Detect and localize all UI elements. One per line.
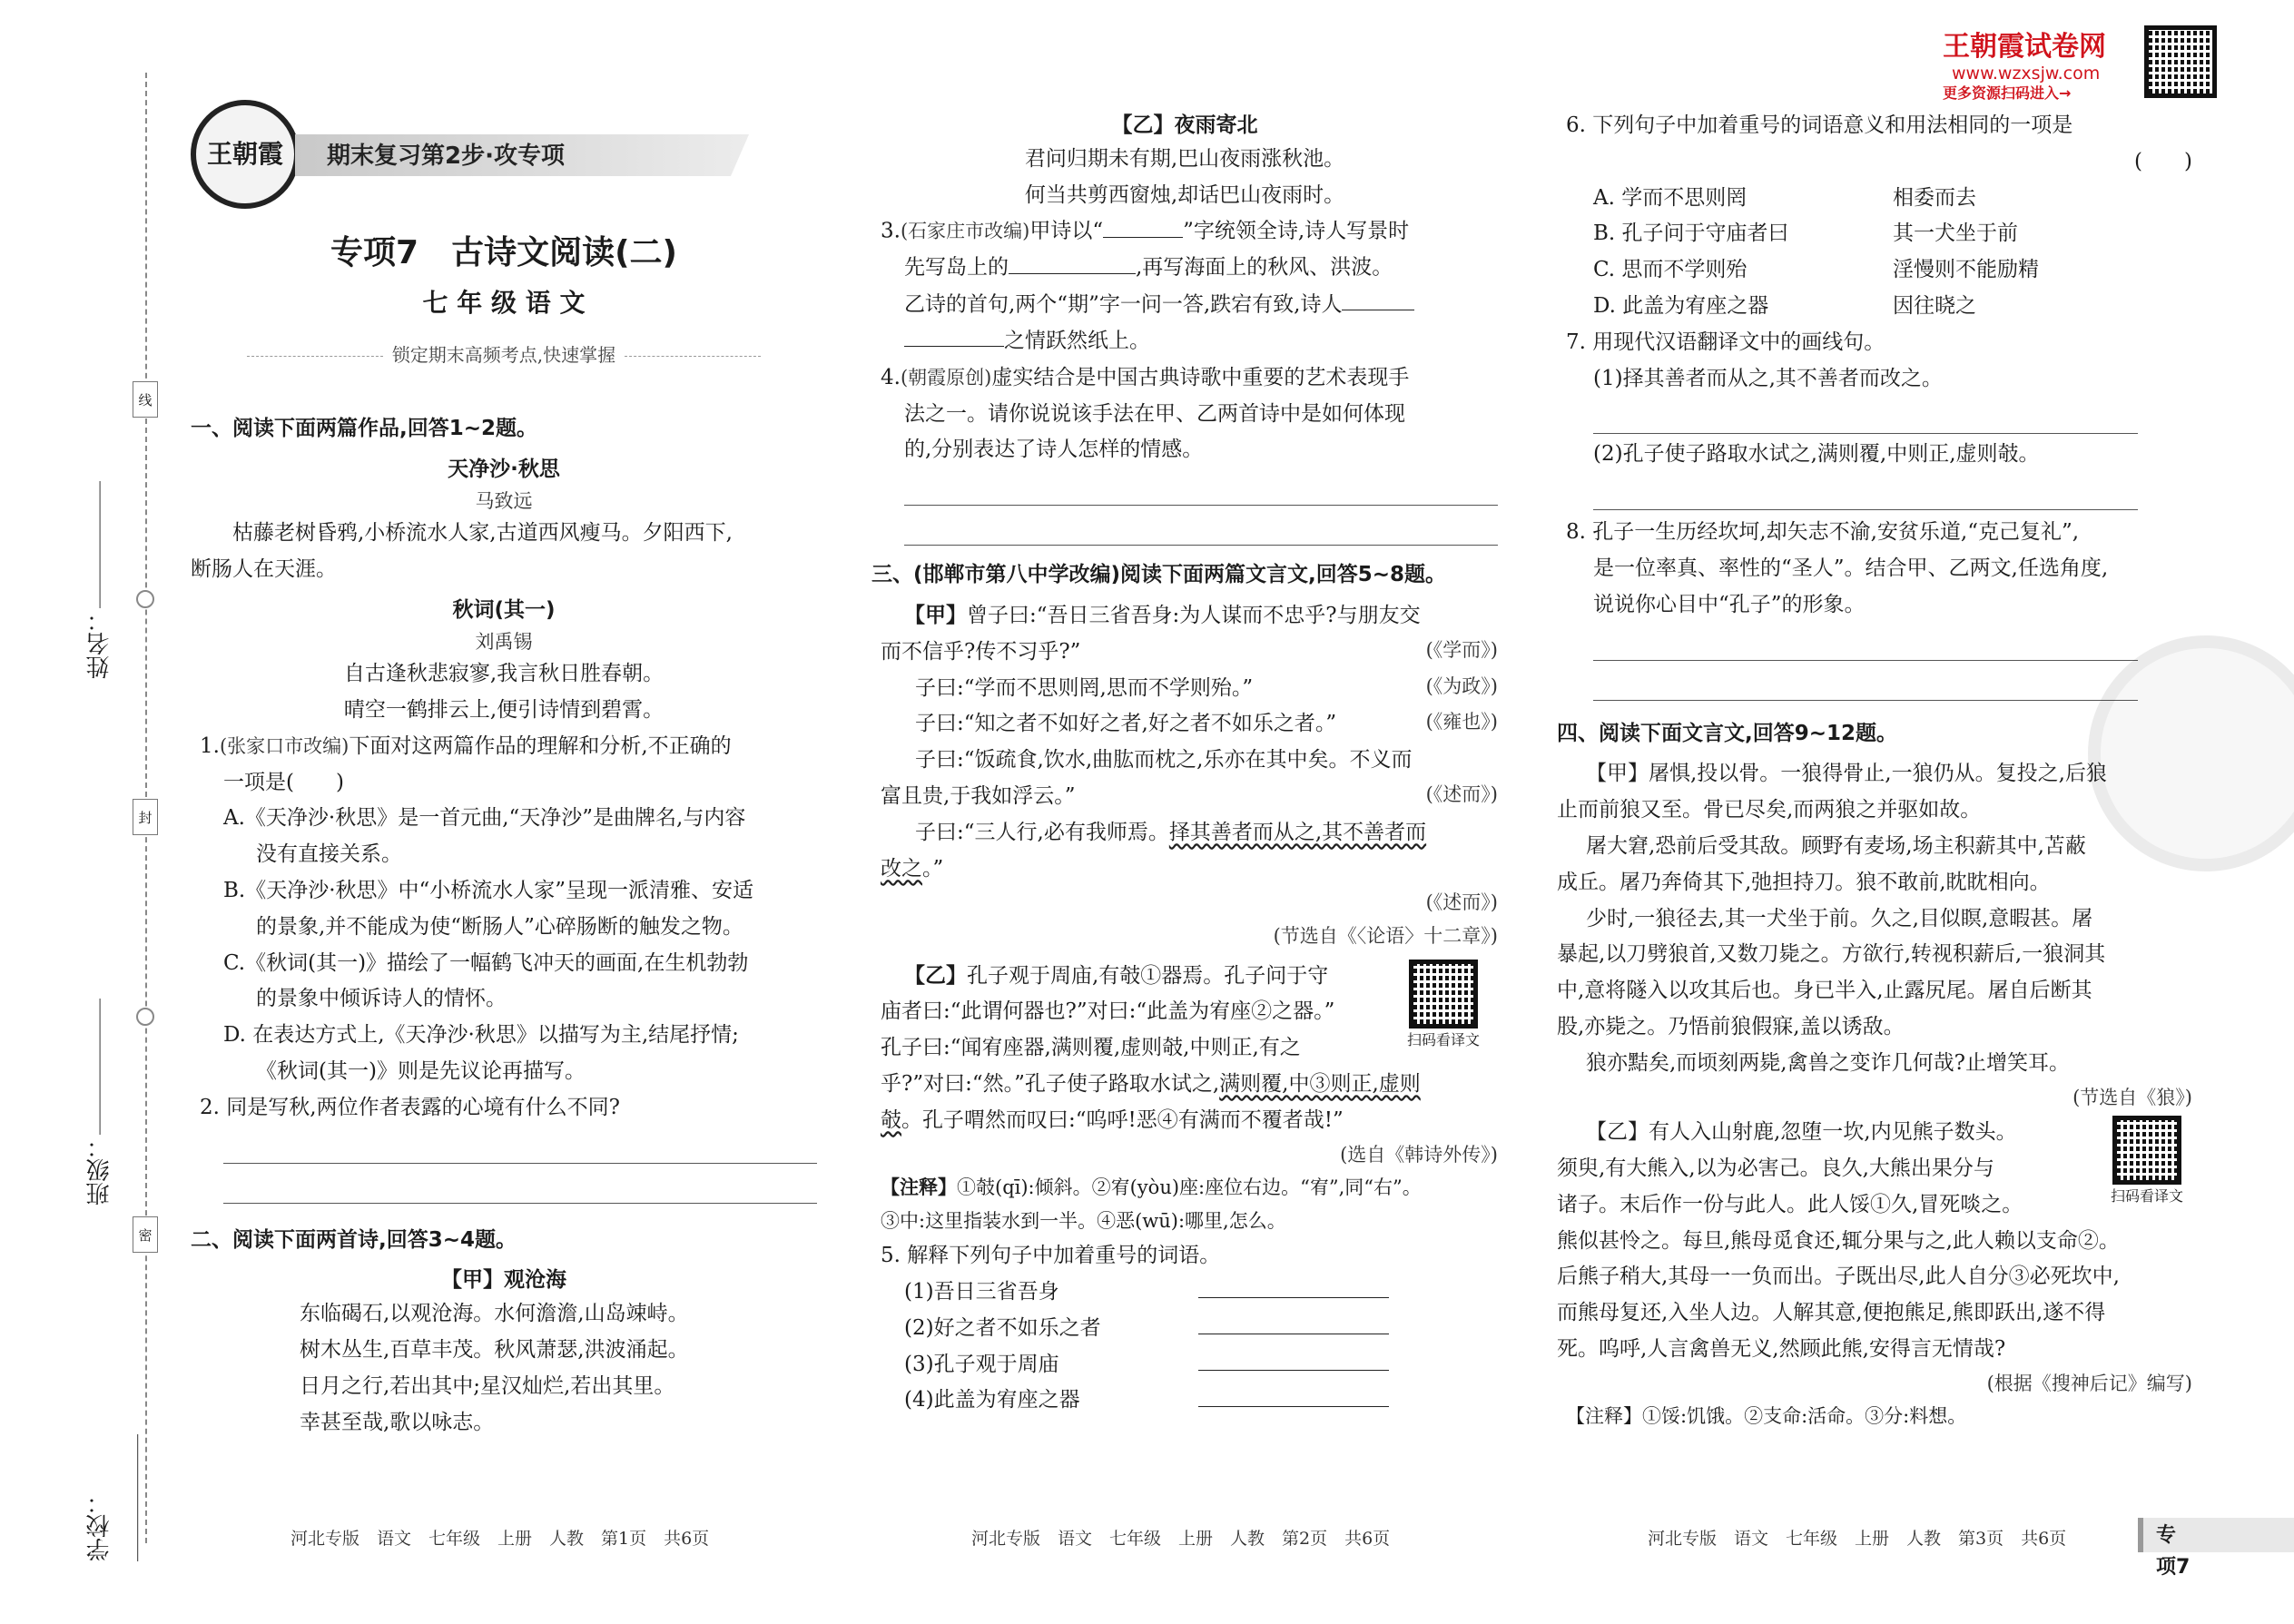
xiong-line5: 后熊子稍大,其母一一负而出。子既出尽,此人自分③必死坎中, bbox=[1557, 1265, 2120, 1289]
q1-option-c-2: 的景象中倾诉诗人的情怀。 bbox=[256, 987, 507, 1011]
lunyu-line1: 【甲】曾子曰:“吾日三省吾身:为人谋而不忠乎?与朋友交 bbox=[904, 603, 1421, 627]
q5-item3: (3)孔子观于周庙 bbox=[871, 1348, 1498, 1382]
q2-answer-line-1[interactable] bbox=[223, 1127, 817, 1164]
yeyu-title: 【乙】夜雨寄北 bbox=[1111, 113, 1258, 137]
footer-page-1: 河北专版 语文 七年级 上册 人教 第1页 共6页 bbox=[290, 1529, 710, 1549]
xiong-line1: 【乙】有人入山射鹿,忽堕一坎,内见熊子数头。 bbox=[1586, 1120, 2017, 1145]
lang-line4: 成丘。屠乃奔倚其下,弛担持刀。狼不敢前,眈眈相向。 bbox=[1557, 870, 2051, 894]
q5-item4: (4)此盖为宥座之器 bbox=[871, 1383, 1498, 1417]
yeyu-line1: 君问归期未有期,巴山夜雨涨秋池。 bbox=[1024, 146, 1345, 171]
q6-option-c[interactable]: C. 思而不学则殆 淫慢则不能励精 bbox=[1593, 258, 2039, 282]
binding-school-label: 学校： bbox=[82, 1434, 157, 1561]
q3-blank-2[interactable] bbox=[1009, 251, 1136, 273]
guanhai-line1: 东临碣石,以观沧海。水何澹澹,山岛竦峙。 bbox=[300, 1302, 689, 1326]
hanshi-line1: 【乙】孔子观于周庙,有攲①器焉。孔子问于守 bbox=[904, 963, 1329, 988]
q6-stem: 6. 下列句子中加着重号的词语意义和用法相同的一项是 bbox=[1566, 113, 2073, 137]
q1-option-d-2: 《秋词(其一)》则是先议论再描写。 bbox=[256, 1058, 586, 1083]
hanshi-line4: 乎?”对曰:“然。”孔子使子路取水试之,满则覆,中③则正,虚则 bbox=[881, 1071, 1421, 1096]
q4-line2: 法之一。请你说说该手法在甲、乙两首诗中是如何体现 bbox=[904, 401, 1405, 426]
lang-line3: 屠大窘,恐前后受其敌。顾野有麦场,场主积薪其中,苫蔽 bbox=[1586, 833, 2086, 858]
poem1-line1: 枯藤老树昏鸦,小桥流水人家,古道西风瘦马。夕阳西下, bbox=[232, 521, 733, 546]
part4-heading: 四、阅读下面文言文,回答9~12题。 bbox=[1557, 721, 1898, 745]
topic-tab-label: 专项7 bbox=[2156, 1524, 2191, 1580]
lang-line6: 暴起,以刀劈狼首,又数刀毙之。方欲行,转视积薪后,一狼洞其 bbox=[1557, 942, 2106, 967]
poem1-title: 天净沙·秋思 bbox=[448, 457, 560, 481]
hanshi-line5: 攲。孔子喟然而叹曰:“呜呼!恶④有满而不覆者哉!” bbox=[881, 1107, 1344, 1132]
q3-line1: 3.(石家庄市改编)甲诗以“ ”字统领全诗,诗人写景时 bbox=[871, 214, 1498, 248]
lunyu-line8: 改之。” bbox=[881, 856, 944, 881]
poem2-line1: 自古逢秋悲寂寥,我言秋日胜春朝。 bbox=[343, 662, 665, 686]
q5-blank-4[interactable] bbox=[1198, 1383, 1389, 1406]
q4-line3: 的,分别表达了诗人怎样的情感。 bbox=[904, 438, 1204, 462]
qr-label: 扫码看译文 bbox=[1406, 1030, 1480, 1048]
guanhai-line2: 树木丛生,百草丰茂。秋风萧瑟,洪波涌起。 bbox=[300, 1337, 689, 1362]
hanshi-line3: 孔子曰:“闻宥座器,满则覆,虚则攲,中则正,有之 bbox=[881, 1036, 1301, 1060]
lang-line2: 止而前狼又至。骨已尽矣,而两狼之并驱如故。 bbox=[1557, 798, 1982, 822]
part4-note: 【注释】①馁:饥饿。②支命:活命。③分:料想。 bbox=[1566, 1405, 1967, 1428]
qr-code-icon[interactable] bbox=[2112, 1116, 2181, 1185]
part3-note-1: 【注释】①攲(qī):倾斜。②宥(yòu)座:座位右边。“宥”,同“右”。 bbox=[881, 1176, 1422, 1199]
xiong-line4: 熊似甚怜之。每旦,熊母觅食还,辄分果与之,此人赖以支命②。 bbox=[1557, 1228, 2120, 1253]
q2-stem: 2. 同是写秋,两位作者表露的心境有什么不同? bbox=[200, 1095, 620, 1119]
poem1-author: 马致远 bbox=[475, 489, 533, 512]
poem2-title: 秋词(其一) bbox=[452, 597, 556, 622]
q8-answer-line-2[interactable] bbox=[1593, 664, 2138, 701]
guanhai-line4: 幸甚至哉,歌以咏志。 bbox=[300, 1410, 495, 1434]
qr-translation-1[interactable] bbox=[1398, 960, 1489, 1052]
xiong-line2: 须臾,有大熊入,以为必害己。良久,大熊出果分与 bbox=[1557, 1156, 1994, 1180]
qr-code-icon[interactable] bbox=[1409, 960, 1478, 1029]
q7-stem: 7. 用现代汉语翻译文中的画线句。 bbox=[1566, 330, 1885, 354]
footer-page-2: 河北专版 语文 七年级 上册 人教 第2页 共6页 bbox=[971, 1529, 1391, 1549]
part1-heading: 一、阅读下面两篇作品,回答1~2题。 bbox=[191, 417, 538, 440]
q6-paren[interactable]: ( ) bbox=[2134, 149, 2192, 173]
lang-line9: 狼亦黠矣,而顷刻两毙,禽兽之变诈几何哉?止增笑耳。 bbox=[1586, 1050, 2070, 1075]
binding-name-label: 姓名： bbox=[82, 481, 120, 679]
xiong-line7: 死。呜呼,人言禽兽无义,然顾此熊,安得言无情哉? bbox=[1557, 1336, 2006, 1361]
binding-circle-2 bbox=[136, 1008, 154, 1026]
column-1 bbox=[191, 0, 817, 1624]
q5-blank-3[interactable] bbox=[1198, 1348, 1389, 1371]
brand-name: 王朝霞试卷网 bbox=[1943, 31, 2106, 63]
lunyu-line7: 子曰:“三人行,必有我师焉。择其善者而从之,其不善者而 bbox=[915, 820, 1427, 844]
q7-item2: (2)孔子使子路取水试之,满则覆,中则正,虚则攲。 bbox=[1593, 442, 2040, 467]
q5-stem: 5. 解释下列句子中加着重号的词语。 bbox=[881, 1244, 1221, 1268]
poem1-line2: 断肠人在天涯。 bbox=[191, 556, 337, 581]
q1-stem-2: 一项是( ) bbox=[223, 770, 344, 794]
q5-item2: (2)好之者不如乐之者 bbox=[871, 1312, 1498, 1345]
lang-line1: 【甲】屠惧,投以骨。一狼得骨止,一狼仍从。复投之,后狼 bbox=[1586, 762, 2107, 786]
lang-line5: 少时,一狼径去,其一犬坐于前。久之,目似瞑,意暇甚。屠 bbox=[1586, 906, 2093, 930]
binding-circle-1 bbox=[136, 590, 154, 608]
hanshi-line2: 庙者曰:“此谓何器也?”对曰:“此盖为宥座②之器。” bbox=[881, 999, 1335, 1024]
q3-line4: 之情跃然纸上。 bbox=[871, 324, 1498, 358]
qr-translation-2[interactable] bbox=[2102, 1116, 2192, 1208]
q8-line3: 说说你心目中“孔子”的形象。 bbox=[1593, 592, 1866, 616]
q1-option-a[interactable]: A.《天净沙·秋思》是一首元曲,“天净沙”是曲牌名,与内容 bbox=[223, 806, 746, 831]
guanhai-line3: 日月之行,若出其中;星汉灿烂,若出其里。 bbox=[300, 1373, 675, 1398]
q6-option-d[interactable]: D. 此盖为宥座之器 因往晓之 bbox=[1593, 293, 1976, 318]
q7-item1: (1)择其善者而从之,其不善者而改之。 bbox=[1593, 366, 1943, 390]
q6-option-b[interactable]: B. 孔子问于守庙者曰 其一犬坐于前 bbox=[1593, 221, 2018, 246]
binding-mark-mi: 密 bbox=[133, 1216, 158, 1253]
q4-answer-line-1[interactable] bbox=[904, 469, 1498, 506]
q1-option-b-2: 的景象,并不能成为使“断肠人”心碎肠断的触发之物。 bbox=[256, 914, 743, 939]
q7-answer-line-2[interactable] bbox=[1593, 474, 2138, 510]
xiong-line6: 而熊母复还,入坐人边。人解其意,便抱熊足,熊即跃出,遂不得 bbox=[1557, 1301, 2106, 1325]
step-banner-text: 期末复习第2步·攻专项 bbox=[327, 143, 565, 170]
guanhai-title: 【甲】观沧海 bbox=[441, 1268, 566, 1293]
q6-option-a[interactable]: A. 学而不思则罔 相委而去 bbox=[1593, 185, 1976, 210]
brand-block[interactable] bbox=[1943, 25, 2224, 107]
lang-source: (节选自《狼》) bbox=[2072, 1086, 2192, 1108]
lang-line8: 股,亦毙之。乃悟前狼假寐,盖以诱敌。 bbox=[1557, 1014, 1905, 1038]
binding-mark-feng: 封 bbox=[133, 799, 158, 835]
lang-line7: 中,意将隧入以攻其后也。身已半入,止露尻尾。屠自后断其 bbox=[1557, 979, 2092, 1003]
xiong-line3: 诸子。末后作一份与此人。此人馁①久,冒死啖之。 bbox=[1557, 1192, 2023, 1216]
poem2-line2: 晴空一鹤排云上,便引诗情到碧霄。 bbox=[343, 697, 665, 722]
q8-line1: 8. 孔子一生历经坎坷,却矢志不渝,安贫乐道,“克己复礼”, bbox=[1566, 520, 2080, 545]
q5-blank-2[interactable] bbox=[1198, 1312, 1389, 1334]
brand-url: www.wzxsjw.com bbox=[1952, 64, 2101, 84]
tagline: 锁定期末高频考点,快速掌握 bbox=[191, 340, 817, 369]
binding-strip bbox=[82, 73, 154, 1561]
q2-answer-line-2[interactable] bbox=[223, 1167, 817, 1204]
q5-blank-1[interactable] bbox=[1198, 1275, 1389, 1298]
grade-subtitle: 七 年 级 语 文 bbox=[422, 288, 586, 318]
q1-option-c[interactable]: C.《秋词(其一)》描绘了一幅鹤飞冲天的画面,在生机勃勃 bbox=[223, 950, 749, 975]
q8-line2: 是一位率真、率性的“圣人”。结合甲、乙两文,任选角度, bbox=[1593, 556, 2109, 580]
q3-blank-1[interactable] bbox=[1103, 214, 1183, 237]
q1-stem: 1.(张家口市改编)下面对这两篇作品的理解和分析,不正确的 bbox=[200, 733, 732, 758]
q3-blank-3[interactable] bbox=[1342, 288, 1414, 310]
q1-option-d[interactable]: D. 在表达方式上,《天净沙·秋思》以描写为主,结尾抒情; bbox=[223, 1023, 739, 1048]
poem2-author: 刘禹锡 bbox=[475, 630, 533, 653]
logo-badge: 王朝霞 bbox=[191, 100, 300, 209]
col1-body bbox=[191, 399, 817, 1442]
qr-label: 扫码看译文 bbox=[2110, 1187, 2183, 1206]
q7-answer-line-1[interactable] bbox=[1593, 398, 2138, 434]
binding-mark-xian: 线 bbox=[133, 381, 158, 418]
xiong-source: (根据《搜神后记》编写) bbox=[1986, 1372, 2192, 1394]
q3-line2: 先写岛上的 ,再写海面上的秋风、洪波。 bbox=[871, 251, 1498, 284]
q3-blank-4[interactable] bbox=[904, 324, 1004, 347]
lunyu-source: (节选自《〈论语〉十二章》) bbox=[1273, 924, 1498, 947]
hanshi-source: (选自《韩诗外传》) bbox=[1340, 1143, 1498, 1166]
lunyu-line2: 而不信乎?传不习乎?” (《学而》) bbox=[881, 638, 1498, 664]
q8-answer-line-1[interactable] bbox=[1593, 625, 2138, 661]
page-title: 专项7 古诗文阅读(二) bbox=[330, 234, 677, 271]
binding-class-label: 班级： bbox=[82, 999, 120, 1206]
column-3 bbox=[1557, 0, 2192, 1624]
lunyu-line4: 子曰:“知之者不如好之者,好之者不如乐之者。” (《雍也》) bbox=[915, 711, 1498, 736]
q3-line3: 乙诗的首句,两个“期”字一问一答,跌宕有致,诗人 bbox=[871, 288, 1498, 321]
q1-option-b[interactable]: B.《天净沙·秋思》中“小桥流水人家”呈现一派清雅、安适 bbox=[223, 878, 754, 902]
lunyu-line3: 子曰:“学而不思则罔,思而不学则殆。” (《为政》) bbox=[915, 674, 1498, 700]
lunyu-line5: 子曰:“饭疏食,饮水,曲肱而枕之,乐亦在其中矣。不义而 bbox=[915, 748, 1413, 773]
yeyu-line2: 何当共剪西窗烛,却话巴山夜雨时。 bbox=[1024, 182, 1345, 207]
q4-line1: 4.(朝霞原创)虚实结合是中国古典诗歌中重要的艺术表现手 bbox=[881, 365, 1410, 389]
footer-page-3: 河北专版 语文 七年级 上册 人教 第3页 共6页 bbox=[1648, 1529, 2067, 1549]
brand-qr-icon[interactable] bbox=[2144, 25, 2217, 98]
lunyu-source-shuer: (《述而》) bbox=[1425, 891, 1498, 914]
q5-item1: (1)吾日三省吾身 bbox=[871, 1275, 1498, 1309]
part3-heading: 三、(邯郸市第八中学改编)阅读下面两篇文言文,回答5~8题。 bbox=[871, 563, 1447, 587]
q4-answer-line-2[interactable] bbox=[904, 509, 1498, 546]
brand-slogan: 更多资源扫码进入→ bbox=[1943, 84, 2072, 102]
lunyu-line6: 富且贵,于我如浮云。” (《述而》) bbox=[881, 782, 1498, 808]
column-2 bbox=[871, 0, 1498, 1624]
part3-note-2: ③中:这里指装水到一半。④恶(wū):哪里,怎么。 bbox=[881, 1209, 1286, 1232]
q1-option-a-2: 没有直接关系。 bbox=[256, 842, 402, 867]
part2-heading: 二、阅读下面两首诗,回答3~4题。 bbox=[191, 1227, 517, 1252]
